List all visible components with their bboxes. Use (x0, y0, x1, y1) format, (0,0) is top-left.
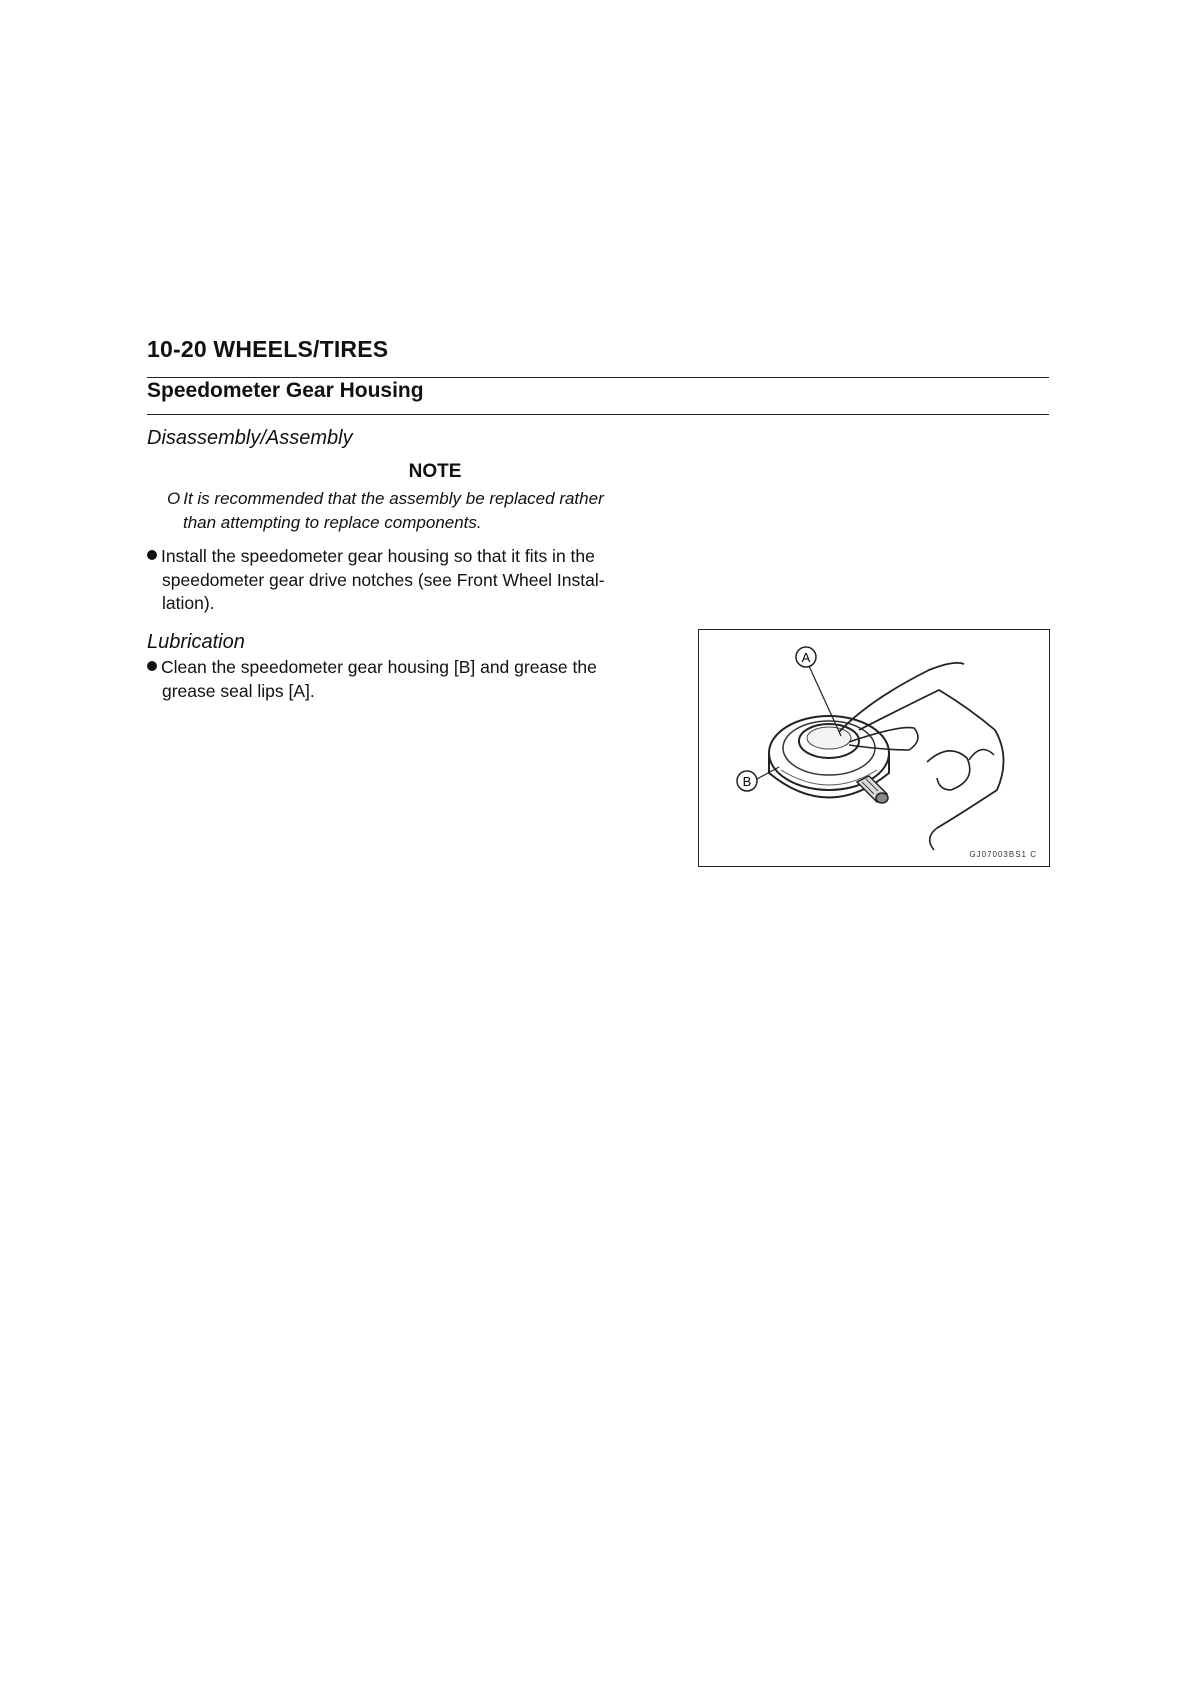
lubrication-step (147, 656, 682, 703)
note-line-1 (167, 487, 687, 511)
figure-code: GJ07003BS1 C (969, 850, 1037, 859)
note-line-1-text: It is recommended that the assembly be replaced rather (183, 489, 604, 508)
step-line: speedometer gear drive notches (see Front Wheel Instal- (162, 569, 605, 590)
step-line: lation). (162, 593, 215, 613)
figure-gear-housing (698, 629, 1050, 867)
callout-b-label: B (742, 774, 752, 789)
note-text (167, 487, 687, 535)
bullet-dot-icon (147, 550, 157, 560)
gear-housing-illustration (699, 630, 1049, 866)
callout-a-label: A (801, 650, 811, 665)
bullet-dot-icon (147, 661, 157, 671)
note-bullet: O (167, 489, 181, 508)
section-title: Speedometer Gear Housing (147, 379, 424, 402)
page-title: 10-20 WHEELS/TIRES (147, 336, 389, 362)
note-line-2: than attempting to replace components. (183, 513, 482, 532)
note-title: NOTE (408, 461, 462, 482)
disassembly-step (147, 545, 682, 616)
lubrication-heading: Lubrication (147, 631, 245, 653)
step-line-text: Clean the speedometer gear housing [B] and grease the (161, 657, 597, 677)
header-rule (147, 377, 1049, 378)
page-header (147, 336, 1049, 363)
step-line-text: Install the speedometer gear housing so that it fits in the (161, 546, 595, 566)
step-line: grease seal lips [A]. (162, 680, 315, 701)
step-line (147, 545, 682, 569)
section-rule (147, 414, 1049, 415)
disassembly-heading: Disassembly/Assembly (147, 427, 353, 449)
step-line (147, 656, 682, 680)
